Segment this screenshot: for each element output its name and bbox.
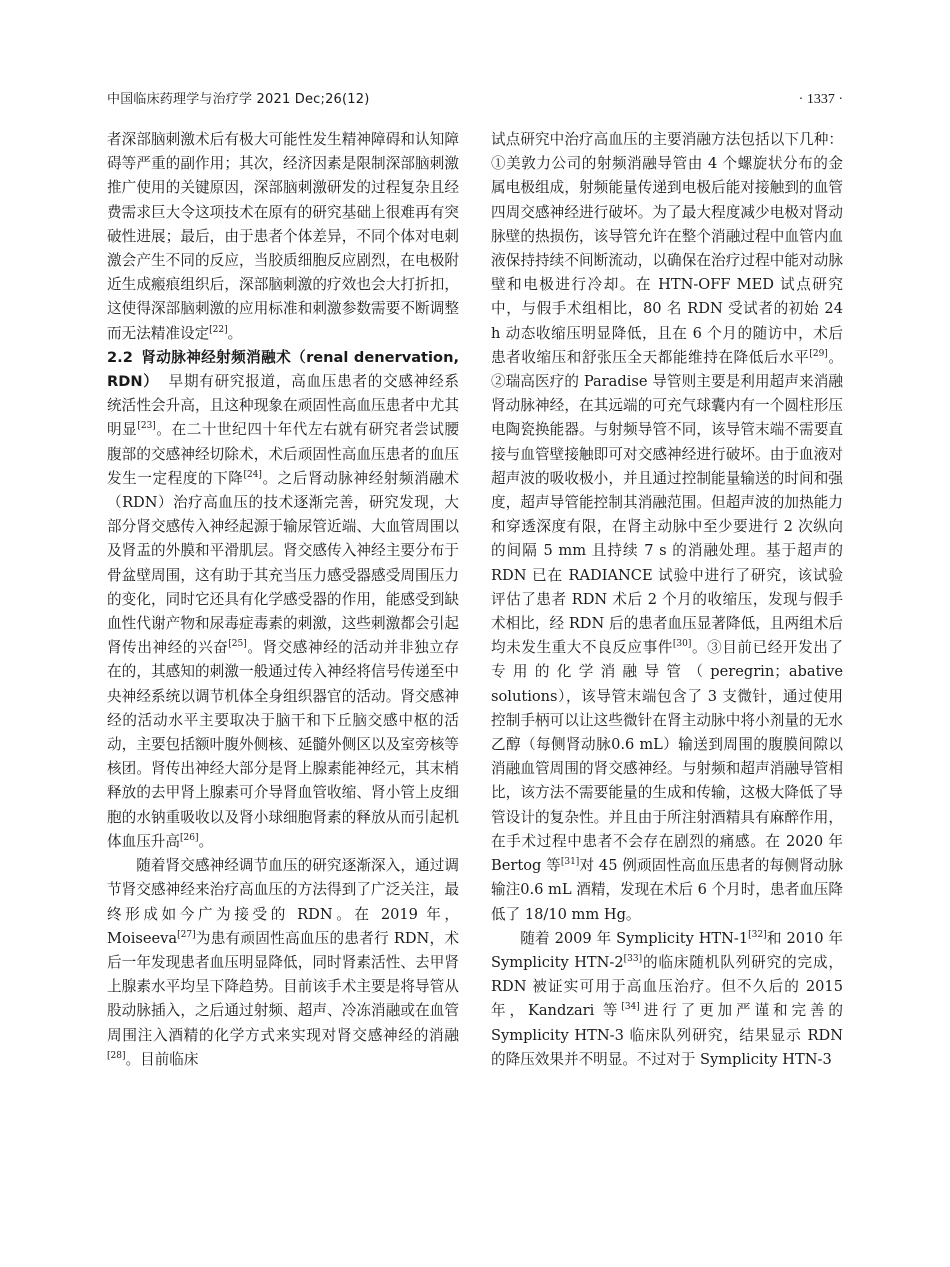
citation-ref: [30] <box>672 639 692 650</box>
citation-ref: [23] <box>137 421 156 432</box>
citation-ref: [31] <box>560 857 580 868</box>
body-columns <box>107 128 843 1072</box>
citation-ref: [27] <box>177 929 196 940</box>
text-run: 进行了更加严谨和完善的 Symplicity HTN-3 临床队列研究，结果显示 RDN 的降压效果并不明显。不过对于 Symplicity HTN-3 <box>491 1002 843 1068</box>
text-run: 。③目前已经开发出了专用的化学消融导管（peregrin；abative solutions），该导管末端包含了 3 支微针，通过使用控制手柄可以让这些微针在肾主动脉中将小剂量的无水乙醇（每侧肾动脉0.6 mL）输送到周围的腹膜间隙以消融血管周围的肾交感神经。与射频和超声消融导管相比，该方法不需要能量的生成和传输，这极大降低了导管设计的复杂性。并且由于所注射酒精具有麻醉作用，在手术过程中患者不会存在剧烈的痛感。在 2020 年 Bertog 等 <box>491 639 843 875</box>
section-number: 2.2 <box>107 348 133 366</box>
text-run: 。 <box>227 324 243 342</box>
section-paragraph <box>107 346 459 854</box>
text-run: 试点研究中治疗高血压的主要消融方法包括以下几种：①美敦力公司的射频消融导管由 4 个螺旋状分布的金属电极组成，射频能量传递到电极后能对接触到的血管四周交感神经进行破坏。为了最大程度减少电极对肾动脉壁的热损伤，该导管允许在整个消融过程中血管内血液保持持续不间断流动，以确保在治疗过程中能对动脉壁和电极进行冷却。在 HTN-OFF MED 试点研究中，与假手术组相比，80 名 RDN 受试者的初始 24 h 动态收缩压明显降低，且在 6 个月的随访中，术后患者收缩压和舒张压全天都能维持在降低后水平 <box>491 131 843 366</box>
text-run: 为患有顽固性高血压的患者行 RDN，术后一年发现患者血压明显降低，同时肾素活性、去甲肾上腺素水平均呈下降趋势。目前该手术主要是将导管从股动脉插入，之后通过射频、超声、冷冻消融或在血管周围注入酒精的化学方式来实现对肾交感神经的消融 <box>107 929 459 1044</box>
text-run: 。②瑞高医疗的 Paradise 导管则主要是利用超声来消融肾动脉神经，在其远端的可充气球囊内有一个圆柱形压电陶瓷换能器。与射频导管不同，该导管末端不需要直接与血管壁接触即可对交感神经进行破坏。由于血液对超声波的吸收极小，并且通过控制能量输送的时间和强度，超声导管能控制其消融范围。但超声波的加热能力和穿透深度有限，在肾主动脉中至少要进行 2 次纵向的间隔 5 mm 且持续 7 s 的消融处理。基于超声的 RDN 已在 RADIANCE 试验中进行了研究，该试验评估了患者 RDN 术后 2 个月的收缩压，发现与假手术相比，经 RDN 后的患者血压显著降低，且两组术后均未发生重大不良反应事件 <box>491 348 843 657</box>
text-run: 。目前临床 <box>125 1050 199 1068</box>
paragraph <box>491 927 843 1072</box>
text-run: 者深部脑刺激术后有极大可能性发生精神障碍和认知障碍等严重的副作用；其次，经济因素是限制深部脑刺激推广使用的关键原因，深部脑刺激研发的过程复杂且经费需求巨大令这项技术在原有的研究基础上很难再有突破性进展；最后，由于患者个体差异，不同个体对电刺激会产生不同的反应，当胶质细胞反应剧烈，在电极附近生成瘢痕组织后，深部脑刺激的疗效也会大打折扣，这使得深部脑刺激的应用标准和刺激参数需要不断调整而无法精准设定 <box>107 131 459 342</box>
citation-ref: [22] <box>209 324 228 335</box>
paragraph <box>107 854 459 1072</box>
citation-ref: [25] <box>228 639 247 650</box>
page-number: · 1337 · <box>798 92 843 107</box>
text-run: 的临床随机队列研究的完成，RDN 被证实可用于高血压治疗。但不久后的 2015 年，Kandzari 等 <box>491 953 843 1020</box>
text-run: 早期有研究报道，高血压患者的交感神经系统活性会升高，且这种现象在顽固性高血压患者中尤其明显 <box>107 373 459 439</box>
text-run: 和 2010 年 Symplicity HTN-2 <box>491 929 844 971</box>
text-run: 。 <box>198 832 214 850</box>
section-title: 肾动脉神经射频消融术（renal denervation, RDN） <box>107 348 459 391</box>
citation-ref: [29] <box>809 348 828 359</box>
citation-ref: [32] <box>748 929 767 940</box>
citation-ref: [26] <box>179 833 199 844</box>
text-run: 随着肾交感神经调节血压的研究逐渐深入，通过调节肾交感神经来治疗高血压的方法得到了广泛关注，最终形成如今广为接受的 RDN。在 2019 年，Moiseeva <box>107 857 459 947</box>
citation-ref: [34] <box>621 1002 640 1013</box>
text-run: 。之后肾动脉神经射频消融术（RDN）治疗高血压的技术逐渐完善，研究发现，大部分肾交感传入神经起源于输尿管近端、大血管周围以及肾盂的外膜和平滑肌层。肾交感传入神经主要分布于骨盆壁周围，这有助于其充当压力感受器感受周围压力的变化，同时它还具有化学感受器的作用，能感受到缺血性代谢产物和尿毒症毒素的刺激，这些刺激都会引起肾传出神经的兴奋 <box>107 469 459 657</box>
text-run: 。肾交感神经的活动并非独立存在的，其感知的刺激一般通过传入神经将信号传递至中央神经系统以调节机体全身组织器官的活动。肾交感神经的活动水平主要取决于脑干和下丘脑交感中枢的活动，主要包括额叶腹外侧核、延髓外侧区以及室旁核等核团。肾传出神经大部分是肾上腺素能神经元，其末梢释放的去甲肾上腺素可介导肾血管收缩、肾小管上皮细胞的水钠重吸收以及肾小球细胞肾素的释放从而引起机体血压升高 <box>107 639 459 850</box>
text-run: 随着 2009 年 Symplicity HTN-1 <box>520 929 749 947</box>
citation-ref: [28] <box>107 1050 126 1061</box>
citation-ref: [24] <box>243 469 262 480</box>
text-run: 。在二十世纪四十年代左右就有研究者尝试腰腹部的交感神经切除术，术后顽固性高血压患者的血压发生一定程度的下降 <box>107 421 459 487</box>
citation-ref: [33] <box>623 954 643 965</box>
left-column <box>107 128 459 1072</box>
right-column <box>491 128 843 1072</box>
paragraph <box>491 128 843 927</box>
journal-citation: 中国临床药理学与治疗学 2021 Dec;26(12) <box>107 92 370 107</box>
text-run: 对 45 例顽固性高血压患者的每侧肾动脉输注0.6 mL 酒精，发现在术后 6 个月时，患者血压降低了 18/10 mm Hg。 <box>491 857 843 923</box>
paragraph <box>107 128 459 346</box>
running-header <box>107 88 843 108</box>
